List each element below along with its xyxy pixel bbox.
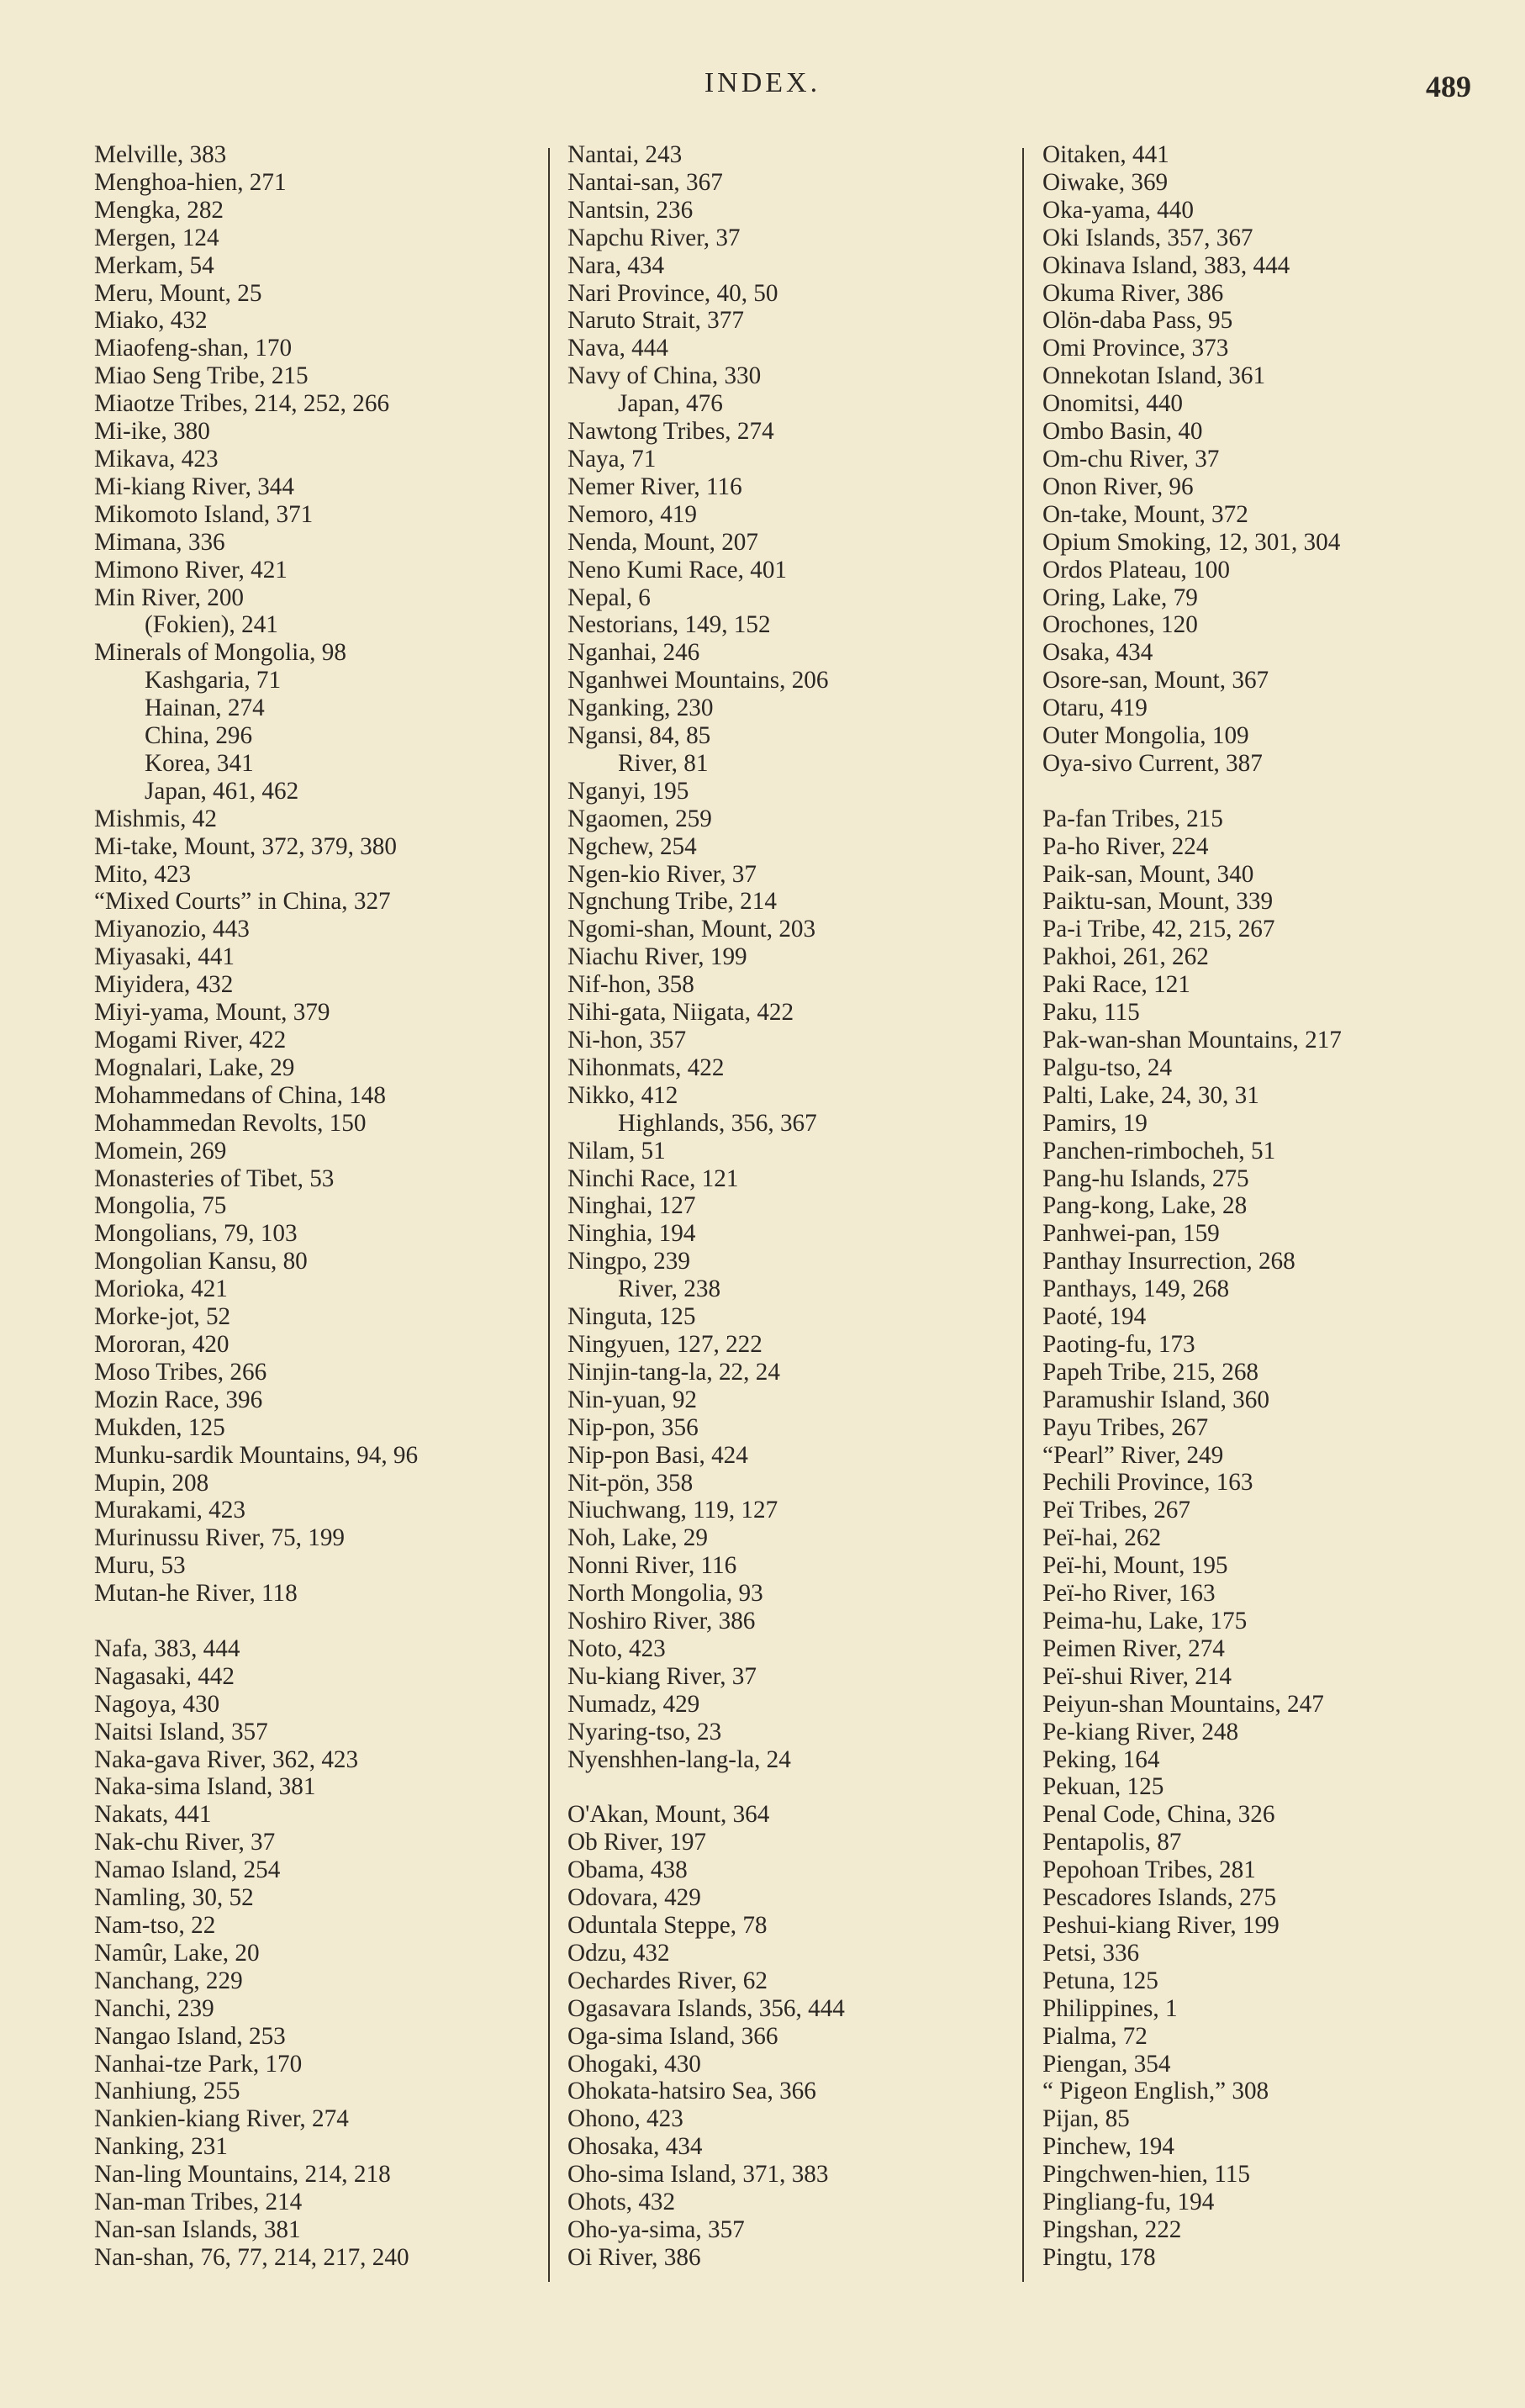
index-entry: Pingchwen-hien, 115 (1042, 2161, 1250, 2189)
index-entry: Onnekotan Island, 361 (1042, 362, 1266, 390)
index-entry: Ngomi-shan, Mount, 203 (567, 916, 816, 943)
index-entry: Ohogaki, 430 (567, 2050, 701, 2078)
index-entry: Nan-san Islands, 381 (94, 2215, 301, 2243)
index-entry: Peimen River, 274 (1042, 1634, 1225, 1662)
index-subentry: Japan, 461, 462 (145, 777, 299, 805)
index-entry: Ninghia, 194 (567, 1220, 696, 1248)
index-entry: Pang-hu Islands, 275 (1042, 1164, 1249, 1192)
index-column-2 (567, 141, 845, 2272)
index-entry: Merkam, 54 (94, 251, 214, 279)
index-entry: Nanchang, 229 (94, 1967, 243, 1994)
column-divider (548, 148, 550, 2282)
index-entry: Omi Province, 373 (1042, 335, 1229, 362)
index-entry: Pingliang-fu, 194 (1042, 2189, 1215, 2216)
index-entry: Mongolia, 75 (94, 1192, 227, 1220)
index-entry: Ningyuen, 127, 222 (567, 1330, 762, 1358)
index-entry: Mohammedan Revolts, 150 (94, 1109, 367, 1137)
index-entry: Miyasaki, 441 (94, 943, 235, 971)
index-entry: Ohosaka, 434 (567, 2133, 703, 2161)
index-entry: Nyenshhen-lang-la, 24 (567, 1745, 791, 1773)
index-entry: Ninchi Race, 121 (567, 1164, 739, 1192)
index-entry: Mimana, 336 (94, 528, 225, 556)
index-entry: Oduntala Steppe, 78 (567, 1911, 768, 1939)
index-entry: Otaru, 419 (1042, 694, 1148, 722)
index-entry: Papeh Tribe, 215, 268 (1042, 1358, 1259, 1386)
index-entry: Nganhai, 246 (567, 639, 700, 667)
index-entry: Nantai-san, 367 (567, 168, 723, 196)
index-entry: Naruto Strait, 377 (567, 307, 744, 335)
index-entry: Oho-ya-sima, 357 (567, 2215, 745, 2243)
index-entry: Paoté, 194 (1042, 1303, 1147, 1331)
index-entry: Philippines, 1 (1042, 1994, 1178, 2022)
index-entry: Momein, 269 (94, 1137, 227, 1164)
index-entry: Mishmis, 42 (94, 805, 217, 832)
index-entry: Mozin Race, 396 (94, 1386, 263, 1413)
index-entry: Murakami, 423 (94, 1497, 245, 1524)
index-entry: Nangao Island, 253 (94, 2022, 286, 2050)
index-entry: Nanhiung, 255 (94, 2078, 240, 2105)
page-number: 489 (1426, 70, 1471, 103)
index-subentry: Highlands, 356, 367 (618, 1109, 817, 1137)
index-entry: Paik-san, Mount, 340 (1042, 860, 1254, 888)
index-entry: Paiktu-san, Mount, 339 (1042, 888, 1274, 916)
index-entry: Noh, Lake, 29 (567, 1524, 708, 1552)
index-entry: Ninghai, 127 (567, 1192, 696, 1220)
index-entry: Nip-pon, 356 (567, 1413, 699, 1441)
index-entry: Pepohoan Tribes, 281 (1042, 1856, 1256, 1884)
index-entry: Miaotze Tribes, 214, 252, 266 (94, 390, 390, 418)
index-entry: Odovara, 429 (567, 1884, 701, 1912)
index-entry: Pak-wan-shan Mountains, 217 (1042, 1026, 1342, 1054)
index-entry: Peï-shui River, 214 (1042, 1662, 1232, 1690)
index-entry: Oki Islands, 357, 367 (1042, 224, 1253, 251)
index-entry: Mikava, 423 (94, 445, 219, 473)
index-entry: Peï-hai, 262 (1042, 1524, 1162, 1552)
index-entry: Peima-hu, Lake, 175 (1042, 1608, 1248, 1635)
index-entry: Pe-kiang River, 248 (1042, 1718, 1239, 1745)
index-entry: Noto, 423 (567, 1634, 666, 1662)
index-entry: Nilam, 51 (567, 1137, 666, 1164)
page-title: INDEX. (704, 67, 821, 98)
index-entry: Nakats, 441 (94, 1801, 212, 1829)
index-entry: Miyi-yama, Mount, 379 (94, 999, 330, 1027)
index-subentry: Japan, 476 (618, 390, 723, 418)
letter-section-gap (1042, 778, 1342, 805)
index-entry: Olön-daba Pass, 95 (1042, 307, 1233, 335)
index-entry: Nihi-gata, Niigata, 422 (567, 999, 794, 1027)
index-entry: Mongolians, 79, 103 (94, 1220, 298, 1248)
index-entry: Mi-take, Mount, 372, 379, 380 (94, 832, 397, 860)
index-entry: Oi River, 386 (567, 2243, 701, 2271)
index-entry: Nemoro, 419 (567, 500, 698, 528)
index-entry: Monasteries of Tibet, 53 (94, 1164, 335, 1192)
index-entry: Nantai, 243 (567, 141, 683, 168)
index-entry: Neno Kumi Race, 401 (567, 556, 788, 584)
index-entry: Panchen-rimbocheh, 51 (1042, 1137, 1276, 1164)
index-entry: Petuna, 125 (1042, 1967, 1158, 1994)
index-subentry: (Fokien), 241 (145, 611, 278, 639)
index-entry: North Mongolia, 93 (567, 1580, 763, 1608)
index-entry: Opium Smoking, 12, 301, 304 (1042, 528, 1341, 556)
index-entry: Nikko, 412 (567, 1081, 678, 1109)
index-entry: Piengan, 354 (1042, 2050, 1171, 2078)
index-entry: “ Pigeon English,” 308 (1042, 2078, 1269, 2105)
index-entry: Ogasavara Islands, 356, 444 (567, 1994, 845, 2022)
index-subentry: River, 81 (618, 749, 709, 777)
index-entry: Ombo Basin, 40 (1042, 418, 1203, 446)
index-subentry: Korea, 341 (145, 749, 254, 777)
index-entry: Naya, 71 (567, 445, 657, 473)
index-entry: Palgu-tso, 24 (1042, 1054, 1173, 1081)
index-entry: Peshui-kiang River, 199 (1042, 1911, 1280, 1939)
index-entry: “Pearl” River, 249 (1042, 1441, 1224, 1469)
index-entry: Palti, Lake, 24, 30, 31 (1042, 1081, 1259, 1109)
index-entry: Pekuan, 125 (1042, 1773, 1164, 1801)
index-entry: Nganking, 230 (567, 694, 714, 722)
index-entry: Mi-ike, 380 (94, 418, 210, 446)
index-entry: Mogami River, 422 (94, 1027, 287, 1054)
index-entry: Miao Seng Tribe, 215 (94, 362, 309, 390)
index-entry: Ob River, 197 (567, 1829, 707, 1856)
index-entry: Miaofeng-shan, 170 (94, 335, 293, 362)
index-entry: Pescadores Islands, 275 (1042, 1884, 1277, 1912)
index-entry: Oiwake, 369 (1042, 168, 1169, 196)
index-entry: Nara, 434 (567, 251, 665, 279)
index-entry: Outer Mongolia, 109 (1042, 722, 1249, 750)
index-entry: Munku-sardik Mountains, 94, 96 (94, 1441, 419, 1469)
index-entry: Nganyi, 195 (567, 777, 689, 805)
index-entry: Oka-yama, 440 (1042, 196, 1194, 224)
index-entry: Ordos Plateau, 100 (1042, 556, 1230, 584)
index-entry: Mergen, 124 (94, 224, 219, 251)
index-entry: Pa-ho River, 224 (1042, 832, 1209, 860)
index-entry: Pamirs, 19 (1042, 1109, 1148, 1137)
index-entry: Pakhoi, 261, 262 (1042, 943, 1209, 971)
index-entry: Moso Tribes, 266 (94, 1358, 267, 1386)
index-entry: Melville, 383 (94, 141, 227, 168)
index-subentry: River, 238 (618, 1275, 721, 1303)
index-entry: Nari Province, 40, 50 (567, 279, 778, 307)
index-subentry: Hainan, 274 (145, 694, 265, 722)
index-entry: Morioka, 421 (94, 1275, 228, 1303)
index-entry: Ninjin-tang-la, 22, 24 (567, 1358, 780, 1386)
index-entry: Pinchew, 194 (1042, 2133, 1174, 2161)
index-entry: Okuma River, 386 (1042, 279, 1224, 307)
index-entry: Nafa, 383, 444 (94, 1634, 240, 1662)
index-entry: Oechardes River, 62 (567, 1967, 768, 1994)
index-entry: Nankien-kiang River, 274 (94, 2105, 349, 2133)
index-entry: Pentapolis, 87 (1042, 1829, 1182, 1856)
index-entry: Nava, 444 (567, 335, 668, 362)
index-entry: Pang-kong, Lake, 28 (1042, 1192, 1248, 1220)
index-entry: Nagoya, 430 (94, 1690, 220, 1718)
index-entry: Meru, Mount, 25 (94, 279, 262, 307)
index-entry: Mutan-he River, 118 (94, 1580, 298, 1608)
index-entry: Namling, 30, 52 (94, 1884, 254, 1912)
index-entry: Naka-gava River, 362, 423 (94, 1745, 359, 1773)
index-entry: Peï Tribes, 267 (1042, 1497, 1190, 1524)
index-entry: Mukden, 125 (94, 1413, 225, 1441)
column-divider (1022, 148, 1024, 2282)
index-entry: Peï-hi, Mount, 195 (1042, 1552, 1228, 1580)
index-entry: Onon River, 96 (1042, 473, 1194, 500)
index-entry: Miyanozio, 443 (94, 916, 250, 943)
index-subentry: Kashgaria, 71 (145, 667, 282, 694)
index-column-3 (1042, 141, 1342, 2272)
index-entry: Paku, 115 (1042, 999, 1140, 1027)
index-entry: Om-chu River, 37 (1042, 445, 1220, 473)
index-entry: Nepal, 6 (567, 584, 651, 611)
index-entry: Niuchwang, 119, 127 (567, 1497, 778, 1524)
index-entry: Murinussu River, 75, 199 (94, 1524, 346, 1552)
index-entry: Mikomoto Island, 371 (94, 500, 314, 528)
index-entry: Menghoa-hien, 271 (94, 168, 287, 196)
index-entry: Pechili Province, 163 (1042, 1469, 1253, 1497)
index-entry: Ohono, 423 (567, 2105, 683, 2133)
index-entry: Ngansi, 84, 85 (567, 722, 711, 750)
index-entry: Peking, 164 (1042, 1745, 1160, 1773)
index-entry: Orochones, 120 (1042, 611, 1198, 639)
index-entry: Nemer River, 116 (567, 473, 742, 500)
index-entry: Panthays, 149, 268 (1042, 1275, 1230, 1303)
index-entry: Ngen-kio River, 37 (567, 860, 757, 888)
index-entry: Mororan, 420 (94, 1330, 230, 1358)
index-entry: Nonni River, 116 (567, 1552, 737, 1580)
index-entry: Pa-fan Tribes, 215 (1042, 805, 1223, 832)
index-entry: Nan-shan, 76, 77, 214, 217, 240 (94, 2243, 409, 2271)
index-entry: O'Akan, Mount, 364 (567, 1801, 770, 1829)
index-entry: Napchu River, 37 (567, 224, 741, 251)
index-entry: Obama, 438 (567, 1856, 688, 1884)
index-entry: Oga-sima Island, 366 (567, 2022, 778, 2050)
letter-section-gap (567, 1773, 845, 1801)
index-entry: Oitaken, 441 (1042, 141, 1169, 168)
index-entry: Onomitsi, 440 (1042, 390, 1184, 418)
index-entry: Miako, 432 (94, 307, 208, 335)
index-entry: Nip-pon Basi, 424 (567, 1441, 748, 1469)
index-entry: Mimono River, 421 (94, 556, 288, 584)
index-entry: Petsi, 336 (1042, 1939, 1140, 1967)
index-entry: Peï-ho River, 163 (1042, 1580, 1216, 1608)
index-entry: Namûr, Lake, 20 (94, 1939, 260, 1967)
index-entry: Nanhai-tze Park, 170 (94, 2050, 303, 2078)
index-entry: Nif-hon, 358 (567, 971, 694, 999)
index-entry: Nagasaki, 442 (94, 1662, 235, 1690)
index-entry: Okinava Island, 383, 444 (1042, 251, 1290, 279)
index-entry: Paki Race, 121 (1042, 971, 1190, 999)
index-entry: Nyaring-tso, 23 (567, 1718, 722, 1745)
index-entry: “Mixed Courts” in China, 327 (94, 888, 391, 916)
index-entry: Nit-pön, 358 (567, 1469, 694, 1497)
index-entry: Min River, 200 (94, 584, 245, 611)
index-entry: Nam-tso, 22 (94, 1911, 216, 1939)
index-entry: Nanking, 231 (94, 2133, 228, 2161)
index-entry: Penal Code, China, 326 (1042, 1801, 1275, 1829)
index-entry: Pialma, 72 (1042, 2022, 1148, 2050)
index-entry: Niachu River, 199 (567, 943, 747, 971)
index-column-1 (94, 141, 418, 2272)
index-entry: Nan-ling Mountains, 214, 218 (94, 2161, 391, 2189)
index-entry: Naka-sima Island, 381 (94, 1773, 316, 1801)
index-entry: Mupin, 208 (94, 1469, 209, 1497)
index-entry: Numadz, 429 (567, 1690, 700, 1718)
index-entry: Peiyun-shan Mountains, 247 (1042, 1690, 1324, 1718)
index-entry: Ngnchung Tribe, 214 (567, 888, 777, 916)
index-entry: Navy of China, 330 (567, 362, 762, 390)
index-entry: Nak-chu River, 37 (94, 1829, 276, 1856)
letter-section-gap (94, 1608, 418, 1635)
index-entry: Panhwei-pan, 159 (1042, 1220, 1220, 1248)
index-entry: Pingtu, 178 (1042, 2243, 1156, 2271)
index-entry: Ohokata-hatsiro Sea, 366 (567, 2078, 816, 2105)
index-entry: Oya-sivo Current, 387 (1042, 749, 1263, 777)
index-entry: Nin-yuan, 92 (567, 1386, 698, 1413)
index-entry: Muru, 53 (94, 1552, 186, 1580)
index-entry: Oring, Lake, 79 (1042, 584, 1198, 611)
index-entry: Minerals of Mongolia, 98 (94, 639, 346, 667)
index-entry: Ninguta, 125 (567, 1303, 696, 1331)
index-entry: Nanchi, 239 (94, 1994, 214, 2022)
index-entry: Namao Island, 254 (94, 1856, 281, 1884)
index-entry: Nenda, Mount, 207 (567, 528, 758, 556)
index-entry: Mito, 423 (94, 860, 192, 888)
index-entry: Panthay Insurrection, 268 (1042, 1248, 1295, 1275)
index-entry: Pijan, 85 (1042, 2105, 1130, 2133)
index-entry: Nganhwei Mountains, 206 (567, 667, 829, 694)
index-entry: Nu-kiang River, 37 (567, 1662, 757, 1690)
index-entry: Morke-jot, 52 (94, 1303, 231, 1331)
index-entry: Nawtong Tribes, 274 (567, 418, 774, 446)
index-entry: Pingshan, 222 (1042, 2215, 1182, 2243)
index-entry: Ngchew, 254 (567, 832, 697, 860)
index-entry: Payu Tribes, 267 (1042, 1413, 1209, 1441)
index-entry: Mi-kiang River, 344 (94, 473, 294, 500)
index-entry: Miyidera, 432 (94, 971, 234, 999)
index-entry: Odzu, 432 (567, 1939, 670, 1967)
index-entry: Ningpo, 239 (567, 1248, 690, 1275)
index-entry: Ohots, 432 (567, 2189, 676, 2216)
index-entry: Pa-i Tribe, 42, 215, 267 (1042, 916, 1275, 943)
index-subentry: China, 296 (145, 722, 253, 750)
index-entry: Noshiro River, 386 (567, 1608, 756, 1635)
index-entry: Oho-sima Island, 371, 383 (567, 2161, 829, 2189)
index-entry: Nantsin, 236 (567, 196, 694, 224)
index-entry: Mengka, 282 (94, 196, 224, 224)
index-entry: Ni-hon, 357 (567, 1027, 687, 1054)
index-entry: Naitsi Island, 357 (94, 1718, 268, 1745)
index-entry: Ngaomen, 259 (567, 805, 712, 832)
index-entry: Mongolian Kansu, 80 (94, 1248, 308, 1275)
index-entry: Nan-man Tribes, 214 (94, 2189, 303, 2216)
index-entry: On-take, Mount, 372 (1042, 500, 1248, 528)
index-entry: Nestorians, 149, 152 (567, 611, 771, 639)
index-entry: Paoting-fu, 173 (1042, 1330, 1195, 1358)
index-entry: Mognalari, Lake, 29 (94, 1054, 295, 1081)
index-entry: Mohammedans of China, 148 (94, 1081, 386, 1109)
index-entry: Paramushir Island, 360 (1042, 1386, 1269, 1413)
index-entry: Nihonmats, 422 (567, 1054, 725, 1081)
index-entry: Osaka, 434 (1042, 639, 1153, 667)
index-entry: Osore-san, Mount, 367 (1042, 667, 1269, 694)
